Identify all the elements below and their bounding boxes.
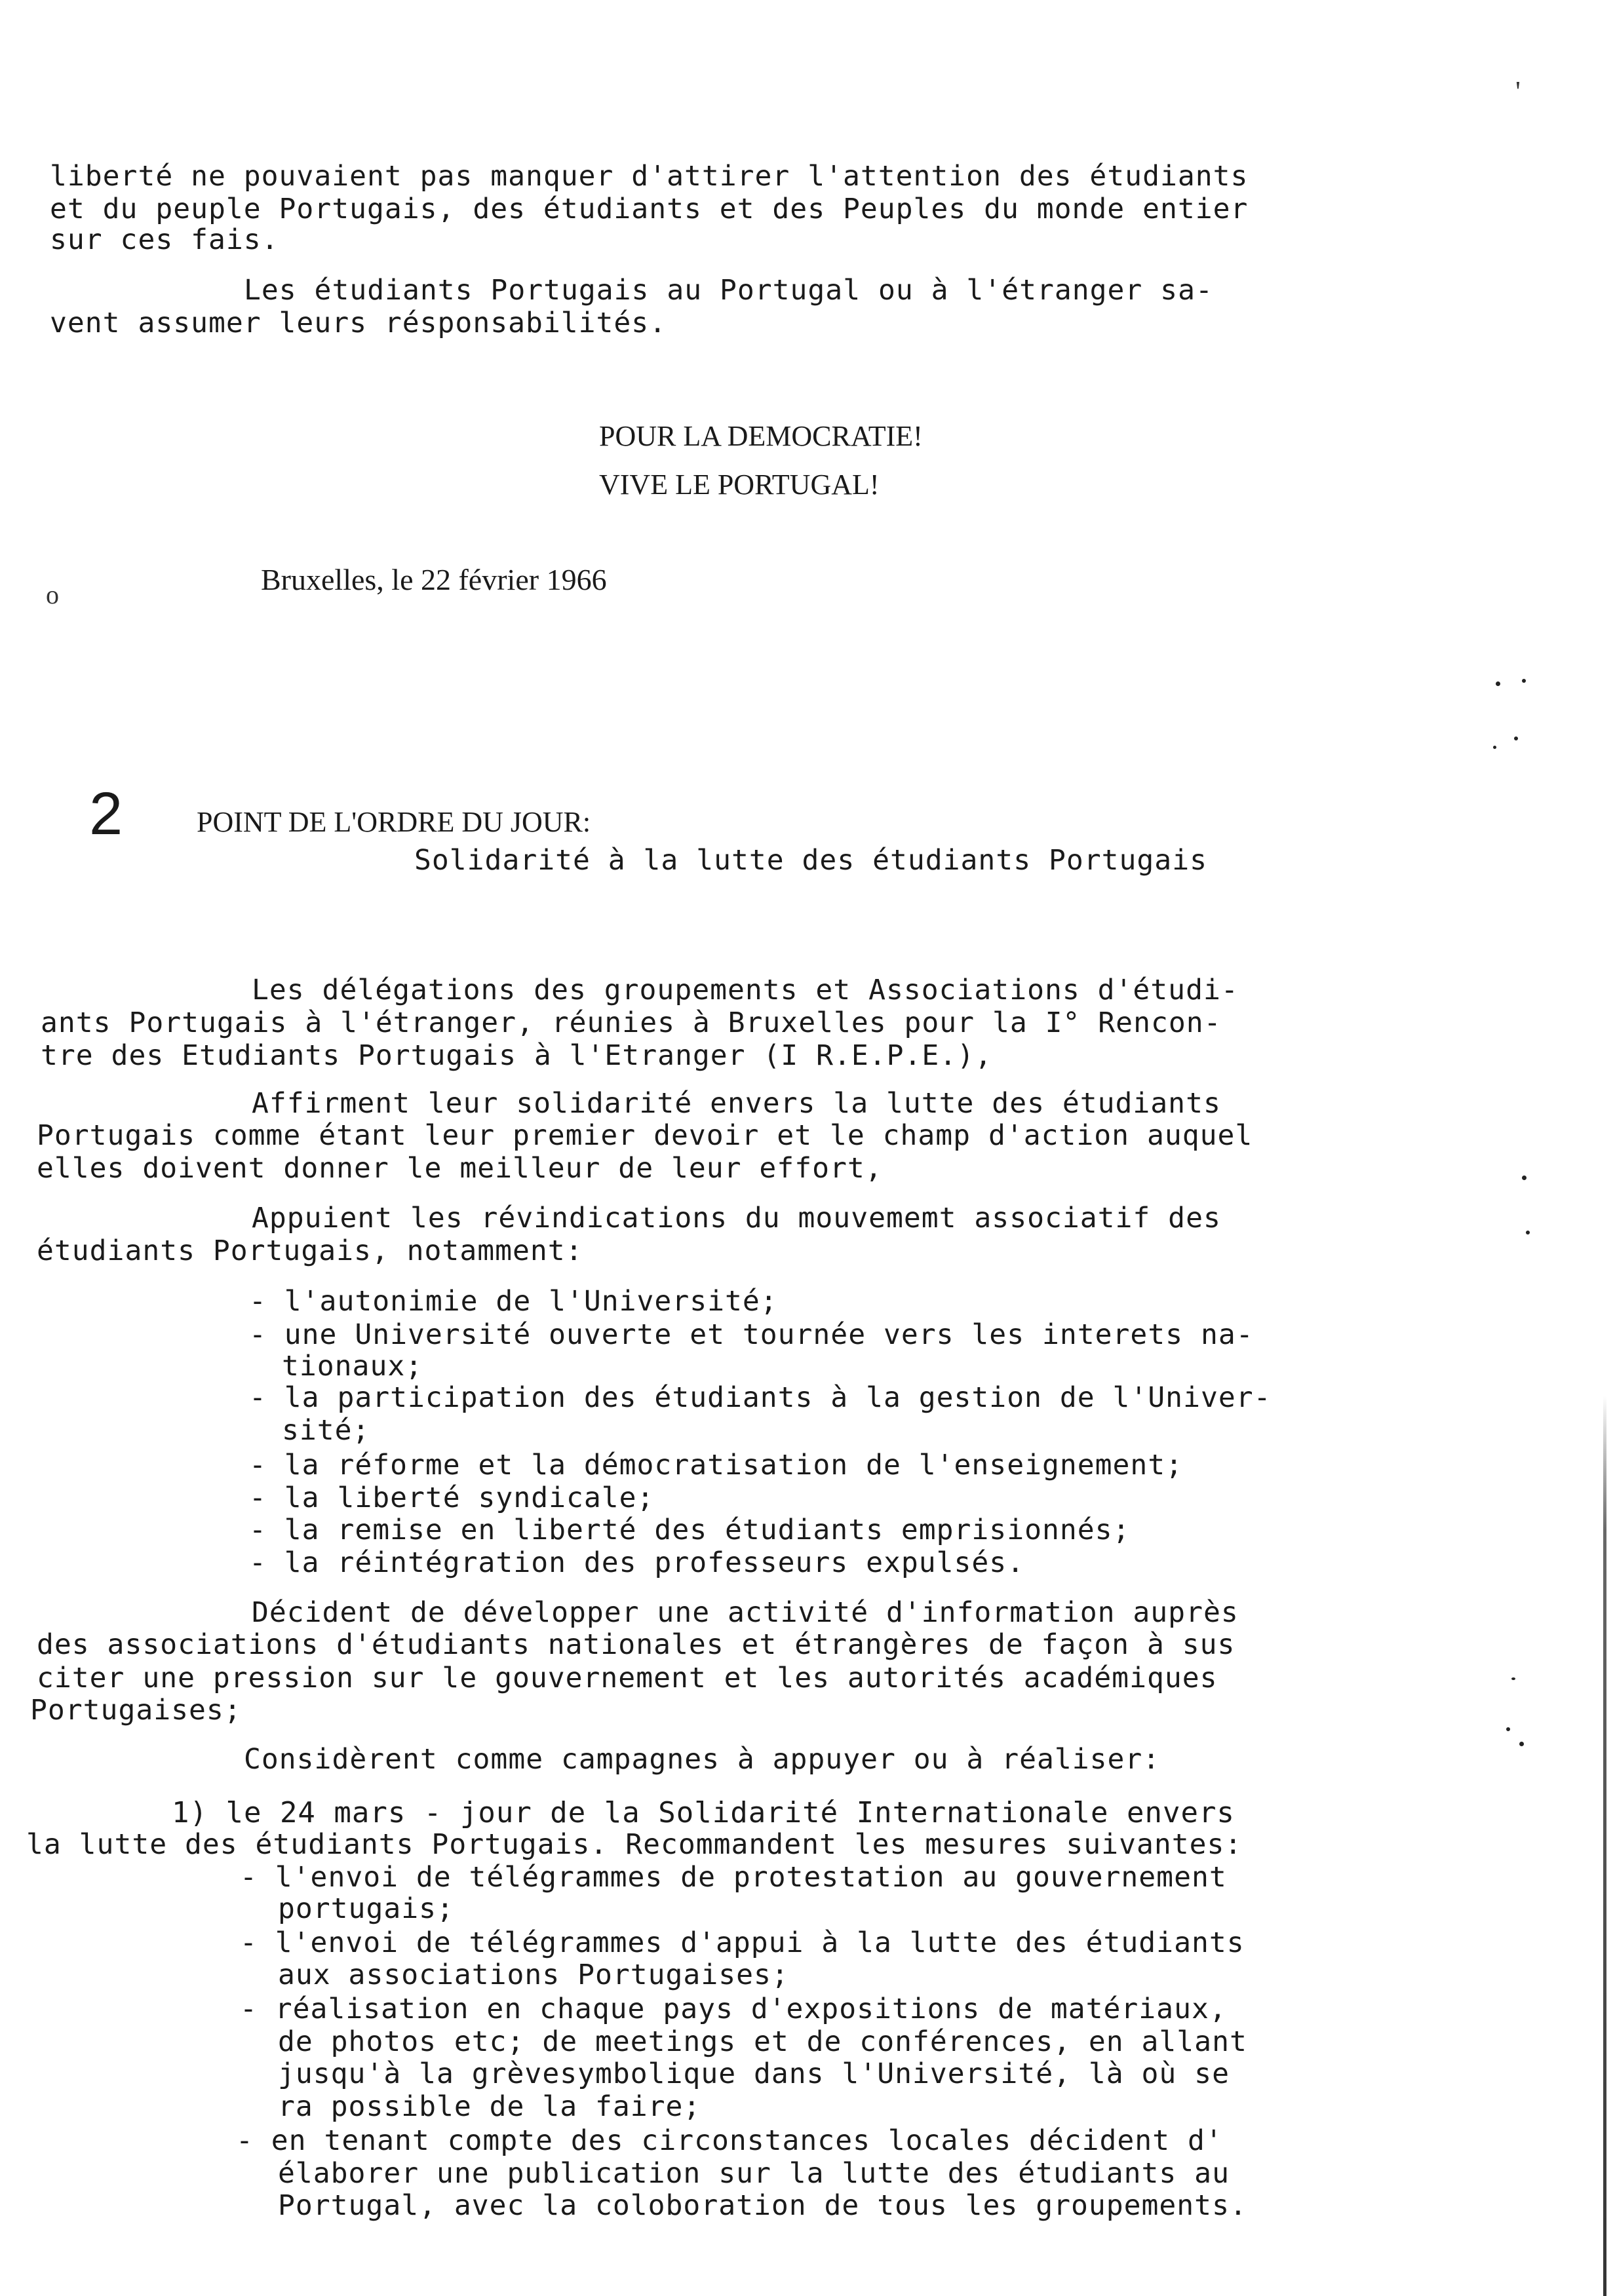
text-line: vent assumer leurs résponsabilités. <box>50 307 667 339</box>
page-corner-mark: ' <box>1515 75 1521 107</box>
stray-mark: o <box>46 580 59 609</box>
list-item: ra possible de la faire; <box>278 2090 701 2123</box>
text-line: sur ces fais. <box>50 223 279 256</box>
list-item: - la liberté syndicale; <box>249 1482 655 1514</box>
body-line: Appuient les révindications du mouvememt associatif des <box>252 1202 1221 1234</box>
section-number: 2 <box>89 780 123 847</box>
scan-speck <box>1511 1677 1515 1680</box>
body-line: Portugaises; <box>30 1694 242 1727</box>
body-line: des associations d'étudiants nationales et étrangères de façon à sus <box>37 1628 1236 1661</box>
body-line: Décident de développer une activité d'information auprès <box>252 1596 1239 1629</box>
scan-speck <box>1519 1742 1524 1746</box>
agenda-subheading: Solidarité à la lutte des étudiants Portugais <box>414 844 1207 877</box>
scan-speck <box>1493 746 1496 749</box>
scan-speck <box>1514 737 1518 740</box>
body-line: citer une pression sur le gouvernement et les autorités académiques <box>37 1662 1218 1694</box>
scan-speck <box>1522 679 1526 683</box>
body-line: tre des Etudiants Portugais à l'Etranger (I R.E.P.E.), <box>41 1039 992 1072</box>
list-item: portugais; <box>278 1892 454 1925</box>
list-item: - réalisation en chaque pays d'expositions de matériaux, <box>240 1993 1227 2025</box>
list-item: aux associations Portugaises; <box>278 1959 789 1991</box>
text-line: liberté ne pouvaient pas manquer d'attirer l'attention des étudiants <box>50 160 1249 193</box>
body-line: Affirment leur solidarité envers la lutte des étudiants <box>252 1087 1221 1120</box>
body-line: Les délégations des groupements et Associations d'étudi- <box>252 974 1239 1006</box>
list-item: - la participation des étudiants à la gestion de l'Univer- <box>249 1381 1272 1414</box>
scan-speck <box>1526 1231 1530 1234</box>
list-item: - la réintégration des professeurs expulsés. <box>249 1546 1025 1579</box>
scan-speck <box>1496 681 1500 686</box>
list-item: - une Université ouverte et tournée vers les interets na- <box>249 1318 1254 1351</box>
list-item: - en tenant compte des circonstances locales décident d' <box>236 2124 1223 2157</box>
body-line: Considèrent comme campagnes à appuyer ou à réaliser: <box>244 1743 1161 1776</box>
scan-speck <box>1522 1176 1527 1180</box>
list-item: - l'envoi de télégrammes de protestation au gouvernement <box>240 1861 1227 1894</box>
agenda-heading: POINT DE L'ORDRE DU JOUR: <box>197 806 591 838</box>
body-line: Portugais comme étant leur premier devoir et le champ d'action auquel <box>37 1119 1253 1152</box>
list-item: - l'autonimie de l'Université; <box>249 1285 778 1318</box>
slogan-democratie: POUR LA DEMOCRATIE! <box>599 420 923 452</box>
list-item: sité; <box>282 1414 370 1447</box>
list-item: - la réforme et la démocratisation de l'enseignement; <box>249 1449 1184 1482</box>
body-line: la lutte des étudiants Portugais. Recommandent les mesures suivantes: <box>26 1828 1243 1861</box>
body-line: étudiants Portugais, notamment: <box>37 1234 583 1267</box>
slogan-portugal: VIVE LE PORTUGAL! <box>599 469 880 501</box>
date-line: Bruxelles, le 22 février 1966 <box>261 563 607 596</box>
list-item: - la remise en liberté des étudiants emprisionnés; <box>249 1514 1131 1546</box>
list-item: jusqu'à la grèvesymbolique dans l'Université, là où se <box>278 2057 1230 2090</box>
scan-speck <box>1506 1727 1510 1731</box>
list-item: élaborer une publication sur la lutte des étudiants au <box>278 2157 1230 2190</box>
list-item: tionaux; <box>282 1350 423 1383</box>
campaign-item: 1) le 24 mars - jour de la Solidarité Internationale envers <box>172 1796 1235 1829</box>
text-line: et du peuple Portugais, des étudiants et des Peuples du monde entier <box>50 193 1249 225</box>
list-item: de photos etc; de meetings et de conférences, en allant <box>278 2025 1247 2058</box>
text-line: Les étudiants Portugais au Portugal ou à l'étranger sa- <box>244 274 1213 307</box>
page-edge-shadow <box>1603 1396 1606 2296</box>
body-line: elles doivent donner le meilleur de leur effort, <box>37 1152 883 1185</box>
list-item: - l'envoi de télégrammes d'appui à la lutte des étudiants <box>240 1926 1245 1959</box>
body-line: ants Portugais à l'étranger, réunies à Bruxelles pour la I° Rencon- <box>41 1006 1222 1039</box>
list-item: Portugal, avec la coloboration de tous les groupements. <box>278 2189 1247 2222</box>
